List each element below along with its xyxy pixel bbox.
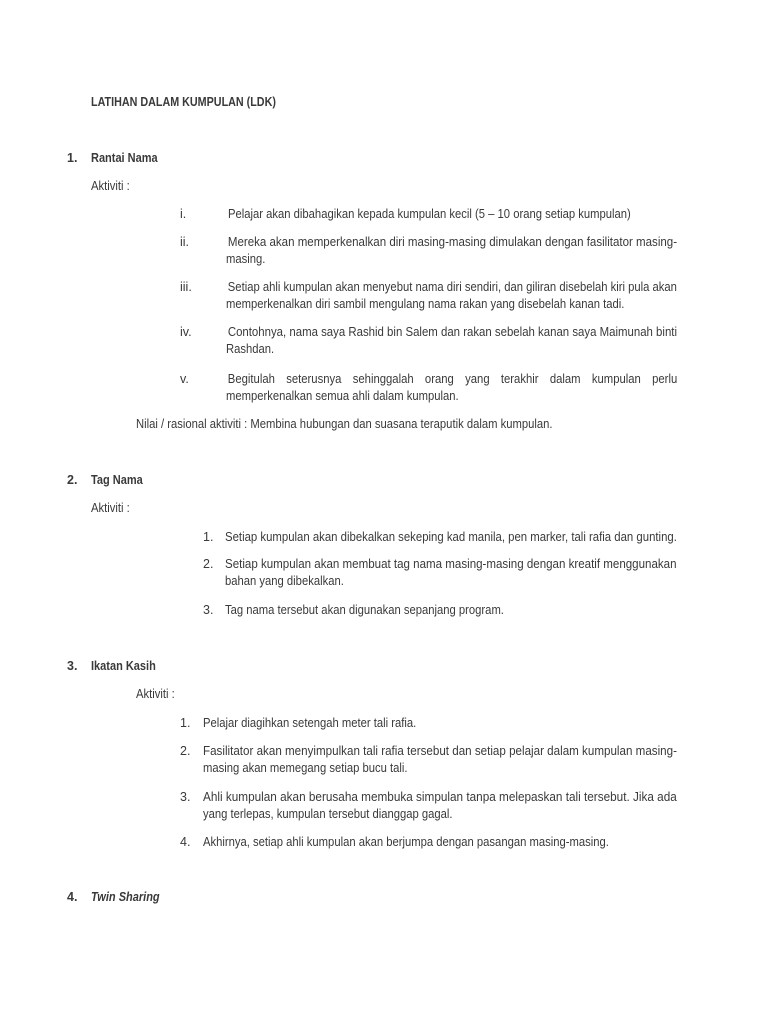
section-2-title: Tag Nama <box>91 473 143 487</box>
list-item-marker: 1. <box>203 530 214 544</box>
list-item-text: memperkenalkan semua ahli dalam kumpulan. <box>226 389 459 403</box>
section-2-activity-label: Aktiviti : <box>91 501 130 515</box>
list-item-text: Ahli kumpulan akan berusaha membuka simpulan tanpa melepaskan tali tersebut. Jika ada <box>203 790 677 804</box>
list-item-text: Mereka akan memperkenalkan diri masing-masing dimulakan dengan fasilitator masing- <box>227 235 678 249</box>
list-item-text: Rashdan. <box>226 342 275 356</box>
list-item-marker: i. <box>180 207 187 221</box>
list-item-text: Akhirnya, setiap ahli kumpulan akan berjumpa dengan pasangan masing-masing. <box>203 835 609 849</box>
section-4-title: Twin Sharing <box>91 890 160 904</box>
section-1-note: Nilai / rasional aktiviti : Membina hubungan dan suasana teraputik dalam kumpulan. <box>136 417 553 431</box>
list-item-marker: 2. <box>180 744 191 758</box>
section-1-number: 1. <box>67 151 78 165</box>
list-item-text: Setiap kumpulan akan membuat tag nama masing-masing dengan kreatif menggunakan <box>225 557 677 571</box>
list-item-marker: 4. <box>180 835 191 849</box>
list-item-text: yang terlepas, kumpulan tersebut dianggap gagal. <box>203 807 453 821</box>
section-3-activity-label: Aktiviti : <box>136 687 175 701</box>
list-item-text: Tag nama tersebut akan digunakan sepanjang program. <box>225 603 504 617</box>
list-item-marker: 3. <box>180 790 191 804</box>
list-item-marker: v. <box>180 372 189 386</box>
section-3-number: 3. <box>67 659 78 673</box>
list-item-text: Begitulah seterusnya sehinggalah orang yang terakhir dalam kumpulan perlu <box>227 372 678 386</box>
list-item-marker: 1. <box>180 716 191 730</box>
section-1-title: Rantai Nama <box>91 151 158 165</box>
list-item-text: masing. <box>226 252 266 266</box>
document-title: LATIHAN DALAM KUMPULAN (LDK) <box>91 95 276 109</box>
list-item-text: masing akan memegang setiap bucu tali. <box>203 761 408 775</box>
section-2-number: 2. <box>67 473 78 487</box>
list-item-marker: ii. <box>180 235 190 249</box>
section-4-number: 4. <box>67 890 78 904</box>
list-item-text: Fasilitator akan menyimpulkan tali rafia tersebut dan setiap pelajar dalam kumpulan masing- <box>203 744 677 758</box>
list-item-text: Contohnya, nama saya Rashid bin Salem dan rakan sebelah kanan saya Maimunah binti <box>227 325 677 339</box>
list-item-text: memperkenalkan diri sambil mengulang nama rakan yang disebelah kanan tadi. <box>226 297 625 311</box>
list-item-text: Pelajar akan dibahagikan kepada kumpulan kecil (5 – 10 orang setiap kumpulan) <box>228 207 631 221</box>
list-item-text: Setiap kumpulan akan dibekalkan sekeping kad manila, pen marker, tali rafia dan gunting. <box>225 530 677 544</box>
section-3-title: Ikatan Kasih <box>91 659 156 673</box>
list-item-text: Setiap ahli kumpulan akan menyebut nama diri sendiri, dan giliran disebelah kiri pula akan <box>227 280 677 294</box>
list-item-text: Pelajar diagihkan setengah meter tali rafia. <box>203 716 417 730</box>
list-item-marker: 2. <box>203 557 214 571</box>
list-item-text: bahan yang dibekalkan. <box>225 574 344 588</box>
list-item-marker: 3. <box>203 603 214 617</box>
section-1-activity-label: Aktiviti : <box>91 179 130 193</box>
list-item-marker: iv. <box>180 325 192 339</box>
list-item-marker: iii. <box>180 280 192 294</box>
